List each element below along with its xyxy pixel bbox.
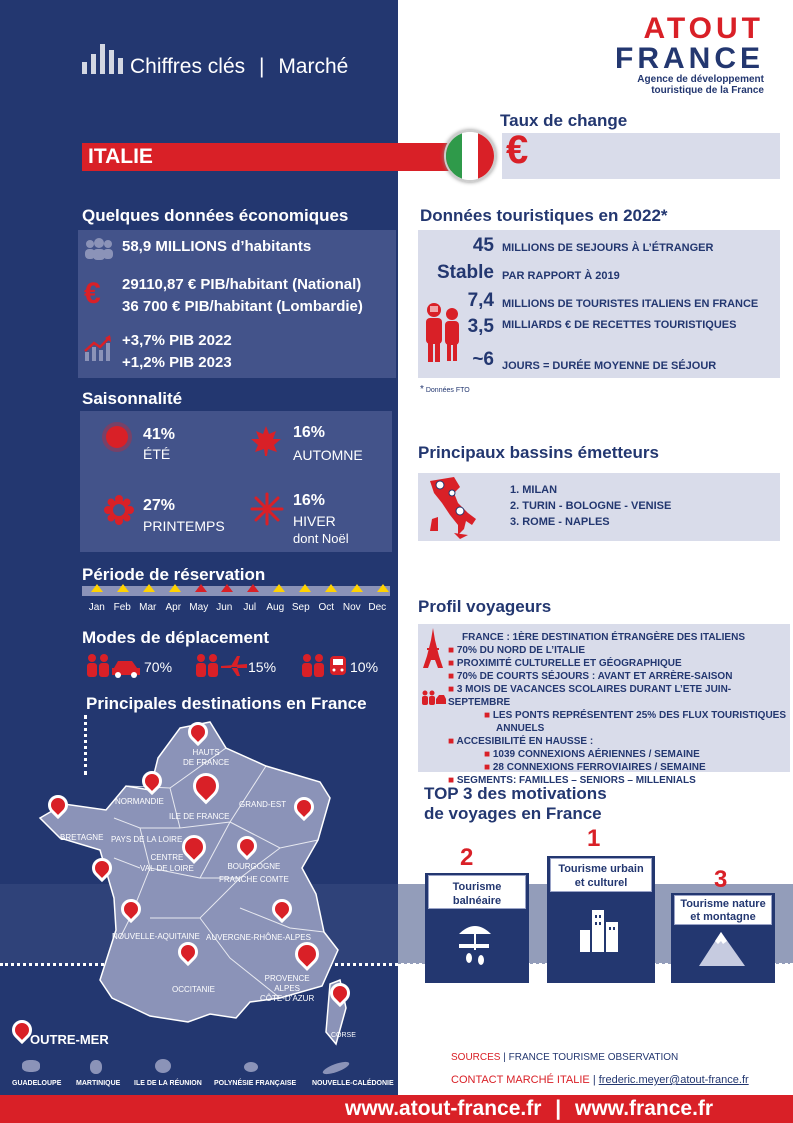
region-paca: PROVENCE ALPES CÔTE-D’AZUR <box>260 974 315 1003</box>
tourism-label-1: MILLIONS DE SEJOURS À L’ÉTRANGER <box>502 242 714 254</box>
logo-tag2: touristique de la France <box>651 85 764 96</box>
outremer-guadeloupe: GUADELOUPE <box>12 1080 62 1087</box>
autumn-label: AUTOMNE <box>293 447 363 463</box>
plane-pct: 15% <box>248 659 277 675</box>
profile-sub-2: ■ 1039 CONNEXIONS AÉRIENNES / SEMAINE <box>484 749 700 760</box>
basin-2: 2. TURIN - BOLOGNE - VENISE <box>510 500 672 512</box>
tourism-label-4: MILLIARDS € DE RECETTES TOURISTIQUES <box>502 319 737 331</box>
tourism-label-5: JOURS = DURÉE MOYENNE DE SÉJOUR <box>502 360 717 372</box>
currency-panel <box>502 133 780 179</box>
outremer-martinique: MARTINIQUE <box>76 1080 121 1087</box>
month-label: Mar <box>139 602 157 613</box>
region-normandie: NORMANDIE <box>115 797 164 806</box>
sources-line: SOURCES | FRANCE TOURISME OBSERVATION <box>451 1052 679 1063</box>
logo-tag1: Agence de développement <box>637 74 764 85</box>
tourism-title: Données touristiques en 2022* <box>420 206 668 225</box>
winter-label: HIVER <box>293 513 336 529</box>
booking-arrow-icon <box>143 584 155 592</box>
motivation-label-beach: Tourisme balnéaire <box>428 875 526 909</box>
people-icon <box>83 238 115 265</box>
title-text: Chiffres clés <box>130 55 246 78</box>
profile-item-3: ■ PROXIMITÉ CULTURELLE ET GÉOGRAPHIQUE <box>448 658 682 669</box>
region-grand-est: GRAND-EST <box>239 800 287 809</box>
booking-arrow-icon <box>377 584 389 592</box>
spring-pct: 27% <box>143 497 176 514</box>
booking-arrow-icon <box>299 584 311 592</box>
outremer-reunion: ILE DE LA RÉUNION <box>134 1080 202 1087</box>
country-name: ITALIE <box>88 145 153 168</box>
contact-line: CONTACT MARCHÉ ITALIE | frederic.meyer@atout-france.fr <box>451 1074 749 1086</box>
booking-arrow-icon <box>117 584 129 592</box>
booking-arrow-icon <box>273 584 285 592</box>
profile-list <box>448 631 790 787</box>
island-icon <box>90 1060 102 1074</box>
currency-title: Taux de change <box>500 111 628 130</box>
month-label: Nov <box>342 602 361 613</box>
population: 58,9 MILLIONS d’habitants <box>122 238 312 255</box>
car-pct: 70% <box>144 659 173 675</box>
italy-flag-icon <box>444 130 496 182</box>
transport-title: Modes de déplacement <box>82 628 270 647</box>
basin-1: 1. MILAN <box>510 484 558 496</box>
maple-leaf-icon <box>250 425 282 462</box>
eco-title: Quelques données économiques <box>82 206 349 225</box>
island-icon <box>321 1059 350 1076</box>
tourism-value-2: Stable <box>436 262 494 283</box>
season-title: Saisonnalité <box>82 389 183 408</box>
region-idf: ILE DE FRANCE <box>169 812 230 821</box>
beach-icon <box>455 920 501 971</box>
summer-label: ÉTÉ <box>143 446 171 462</box>
pib-lombardie: 36 700 € PIB/habitant (Lombardie) <box>122 298 363 315</box>
region-pays-de-la-loire: PAYS DE LA LOIRE <box>111 835 183 844</box>
outremer-islands <box>0 1058 398 1092</box>
island-icon <box>155 1059 171 1073</box>
winter-sub: dont Noël <box>293 531 349 546</box>
footer-links <box>345 1097 713 1121</box>
booking-arrow-icon <box>91 584 103 592</box>
tourism-label-3: MILLIONS DE TOURISTES ITALIENS EN FRANCE <box>502 298 759 310</box>
profile-item-1: FRANCE : 1ÈRE DESTINATION ÉTRANGÈRE DES ITALIENS <box>462 632 745 643</box>
tourism-value-3: 7,4 <box>467 290 494 311</box>
contact-email-link[interactable]: frederic.meyer@atout-france.fr <box>598 1074 749 1086</box>
month-label: Jan <box>88 602 105 613</box>
footer-link-france[interactable]: www.france.fr <box>574 1097 714 1120</box>
profile-item-5: ■ 3 MOIS DE VACANCES SCOLAIRES DURANT L’ETE JUIN-SEPTEMBRE <box>448 684 732 708</box>
profile-sub-3: ■ 28 CONNEXIONS FERROVIAIRES / SEMAINE <box>484 762 706 773</box>
euro-icon: € <box>506 128 529 172</box>
footer-separator: | <box>555 1097 562 1120</box>
month-label: May <box>189 602 209 613</box>
motivation-rank-1: 1 <box>587 825 601 852</box>
region-occitanie: OCCITANIE <box>172 985 215 994</box>
region-bretagne: BRETAGNE <box>60 833 104 842</box>
profile-item-4: ■ 70% DE COURTS SÉJOURS : AVANT ET ARRÈRE-SAISON <box>448 671 733 682</box>
tourism-value-4: 3,5 <box>467 316 494 337</box>
month-label: Aug <box>266 602 285 613</box>
island-icon <box>22 1060 40 1072</box>
growth-2022: +3,7% PIB 2022 <box>122 332 232 349</box>
footer-link-atout-france[interactable]: www.atout-france.fr <box>345 1097 542 1120</box>
france-map <box>30 718 360 1068</box>
month-label: Sep <box>291 602 310 613</box>
pib-national: 29110,87 € PIB/habitant (National) <box>122 276 362 293</box>
month-label: Jun <box>216 602 233 613</box>
summer-pct: 41% <box>143 426 176 443</box>
euro-pib-icon: € <box>84 277 101 310</box>
family-car-icon <box>421 690 447 711</box>
title-separator: | <box>259 55 265 78</box>
growth-2023: +1,2% PIB 2023 <box>122 354 232 371</box>
profile-item-2: ■ 70% DU NORD DE L’ITALIE <box>448 645 585 656</box>
train-pct: 10% <box>350 659 379 675</box>
profile-item-6: ■ ACCESIBILITÉ EN HAUSSE : <box>448 736 594 747</box>
outremer-title: OUTRE-MER <box>30 1032 109 1047</box>
destinations-title: Principales destinations en France <box>86 694 367 713</box>
basins-title: Principaux bassins émetteurs <box>418 443 659 462</box>
tourism-value-5: ~6 <box>472 349 494 370</box>
profile-sub-1: ■ LES PONTS REPRÉSENTENT 25% DES FLUX TOURISTIQUES ANNUELS <box>484 710 787 734</box>
spring-label: PRINTEMPS <box>143 518 225 534</box>
month-label: Feb <box>113 602 131 613</box>
car-icon <box>84 652 142 683</box>
tourism-label-2: PAR RAPPORT À 2019 <box>502 270 620 282</box>
motivation-label-nature: Tourisme nature et montagne <box>674 895 772 925</box>
snowflake-icon <box>250 492 284 531</box>
region-bourgogne: BOURGOGNE FRANCHE COMTE <box>219 862 289 884</box>
mountain-icon <box>697 928 747 973</box>
outremer-caledonie: NOUVELLE-CALÉDONIE <box>312 1080 394 1087</box>
island-icon <box>244 1062 258 1072</box>
region-nouvelle-aquitaine: NOUVELLE-AQUITAINE <box>112 932 200 941</box>
tourism-value-1: 45 <box>472 235 494 256</box>
profile-title: Profil voyageurs <box>418 597 552 616</box>
booking-arrow-icon <box>195 584 207 592</box>
chart-icon <box>82 40 124 79</box>
train-icon <box>299 650 349 683</box>
page-title <box>130 55 348 79</box>
booking-arrow-icon <box>351 584 363 592</box>
month-label: Apr <box>165 602 182 613</box>
logo-line2: FRANCE <box>615 42 764 75</box>
flower-icon <box>104 495 134 530</box>
motivations-title-1: TOP 3 des motivations <box>424 784 607 803</box>
region-centre: CENTRE VAL DE LOIRE <box>140 853 194 873</box>
italy-map-icon <box>424 475 480 544</box>
outremer-polynesie: POLYNÉSIE FRANÇAISE <box>214 1080 297 1087</box>
motivation-rank-2: 2 <box>460 844 474 871</box>
booking-months <box>84 602 390 613</box>
title-subtitle: Marché <box>278 55 349 78</box>
eiffel-tower-icon <box>421 628 445 673</box>
motivation-rank-3: 3 <box>714 866 728 893</box>
motivations-title-2: de voyages en France <box>424 804 602 823</box>
region-hauts: HAUTS DE FRANCE <box>183 748 230 767</box>
winter-pct: 16% <box>293 492 326 509</box>
month-label: Oct <box>318 602 335 613</box>
region-corse: CORSE <box>331 1032 356 1039</box>
basin-3: 3. ROME - NAPLES <box>510 516 610 528</box>
motivation-label-urban: Tourisme urbain et culturel <box>550 858 652 892</box>
booking-arrow-icon <box>221 584 233 592</box>
growth-chart-icon <box>84 334 112 367</box>
tourism-note: * Données FTO <box>420 384 470 395</box>
autumn-pct: 16% <box>293 424 326 441</box>
logo-line1: ATOUT <box>643 12 764 45</box>
atout-france-logo <box>615 14 764 96</box>
sun-icon <box>106 426 128 448</box>
booking-arrow-icon <box>247 584 259 592</box>
region-auvergne: AUVERGNE-RHÔNE-ALPES <box>206 933 311 942</box>
booking-arrow-icon <box>325 584 337 592</box>
month-label: Dec <box>368 602 387 613</box>
booking-title: Période de réservation <box>82 565 266 584</box>
booking-arrows <box>84 584 390 596</box>
city-icon <box>576 906 626 959</box>
profile-item-7: ■ SEGMENTS: FAMILLES – SENIORS – MILLENIALS <box>448 775 696 786</box>
month-label: Jul <box>243 602 257 613</box>
plane-icon <box>193 650 249 683</box>
booking-arrow-icon <box>169 584 181 592</box>
